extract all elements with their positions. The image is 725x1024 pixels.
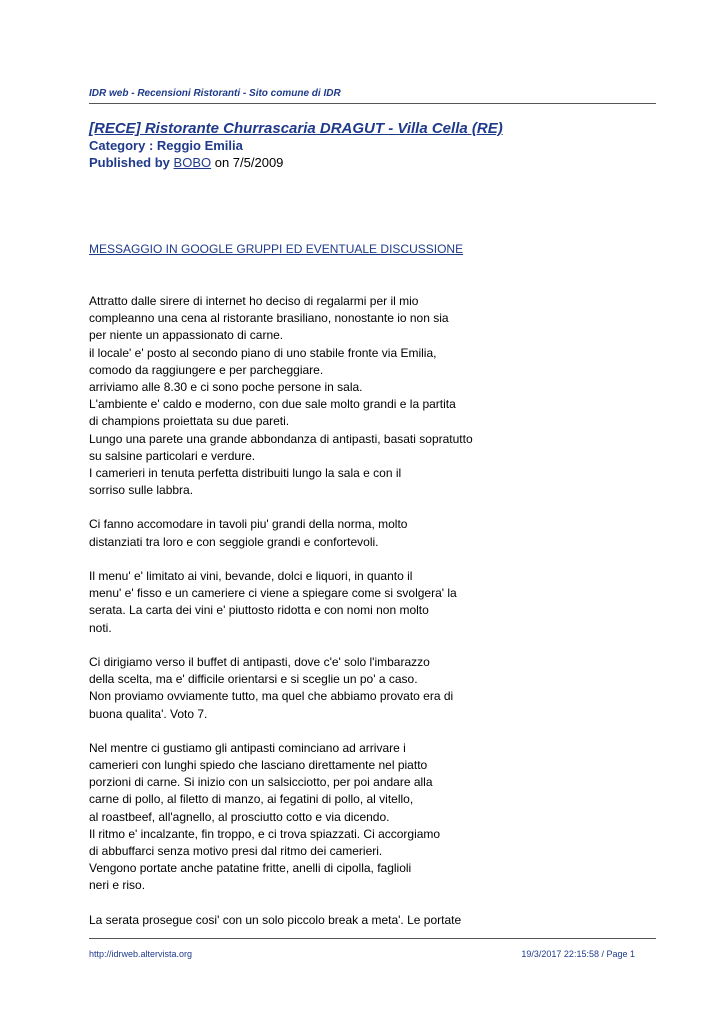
paragraph-gap: [89, 499, 649, 516]
paragraph-gap: [89, 895, 649, 912]
body-line: di abbuffarci senza motivo presi dal ritmo dei camerieri.: [89, 844, 383, 858]
body-line: il locale' e' posto al secondo piano di uno stabile fronte via Emilia,: [89, 345, 437, 360]
body-line: menu' e' fisso e un cameriere ci viene a spiegare come si svolgera' la: [89, 586, 457, 601]
published-date: on 7/5/2009: [214, 155, 284, 170]
published-line: [89, 155, 283, 170]
body-line: compleanno una cena al ristorante brasiliano, nonostante io non sia: [89, 311, 449, 326]
body-line: camerieri con lunghi spiedo che lasciano direttamente nel piatto: [89, 758, 428, 773]
body-line: comodo da raggiungere e per parcheggiare.: [89, 362, 324, 377]
body-line: L'ambiente e' caldo e moderno, con due sale molto grandi e la partita: [89, 397, 456, 412]
discussion-link[interactable]: MESSAGGIO IN GOOGLE GRUPPI ED EVENTUALE DISCUSSIONE: [89, 242, 464, 256]
body-line: della scelta, ma e' difficile orientarsi e si sceglie un po' a caso.: [89, 672, 418, 687]
header-divider: [89, 103, 656, 104]
body-line: porzioni di carne. Si inizio con un salsicciotto, per poi andare alla: [89, 775, 433, 790]
body-line: serata. La carta dei vini e' piuttosto ridotta e con nomi non molto: [89, 603, 429, 618]
author-link[interactable]: BOBO: [173, 155, 212, 170]
body-line: Il ritmo e' incalzante, fin troppo, e ci trova spiazzati. Ci accorgiamo: [89, 826, 441, 841]
body-line: I camerieri in tenuta perfetta distribuiti lungo la sala e con il: [89, 465, 402, 480]
body-line: arriviamo alle 8.30 e ci sono poche persone in sala.: [89, 379, 363, 394]
body-line: Ci dirigiamo verso il buffet di antipasti, dove c'e' solo l'imbarazzo: [89, 654, 430, 669]
body-line: distanziati tra loro e con seggiole grandi e confortevoli.: [89, 534, 379, 549]
footer-url[interactable]: http://idrweb.altervista.org: [89, 949, 193, 959]
footer-divider: [89, 938, 656, 939]
body-line: Attratto dalle sirere di internet ho deciso di regalarmi per il mio: [89, 294, 419, 308]
body-line: neri e riso.: [89, 878, 146, 893]
body-line: Nel mentre ci gustiamo gli antipasti cominciano ad arrivare i: [89, 740, 406, 755]
body-line: noti.: [89, 620, 112, 635]
paragraph-gap: [89, 723, 649, 740]
body-line: di champions proiettata su due pareti.: [89, 414, 290, 429]
body-line: al roastbeef, all'agnello, al prosciutto cotto e via dicendo.: [89, 809, 390, 824]
site-header: IDR web - Recensioni Ristoranti - Sito comune di IDR: [89, 88, 341, 99]
body-line: Vengono portate anche patatine fritte, anelli di cipolla, faglioli: [89, 861, 412, 876]
body-line: La serata prosegue cosi' con un solo piccolo break a meta'. Le portate: [89, 912, 462, 927]
body-line: carne di pollo, al filetto di manzo, ai fegatini di pollo, al vitello,: [89, 792, 414, 807]
article-category: Category : Reggio Emilia: [89, 138, 243, 153]
body-line: Lungo una parete una grande abbondanza di antipasti, basati sopratutto: [89, 431, 473, 446]
paragraph-gap: [89, 637, 649, 654]
body-line: Ci fanno accomodare in tavoli piu' grandi della norma, molto: [89, 517, 408, 532]
footer-date-page: 19/3/2017 22:15:58 / Page 1: [521, 949, 635, 959]
published-label: Published by: [89, 155, 170, 170]
body-line: Il menu' e' limitato ai vini, bevande, dolci e liquori, in quanto il: [89, 569, 413, 583]
body-line: per niente un appassionato di carne.: [89, 328, 284, 343]
body-line: buona qualita'. Voto 7.: [89, 706, 208, 721]
article-title[interactable]: [RECE] Ristorante Churrascaria DRAGUT - Villa Cella (RE): [89, 120, 503, 137]
body-line: Non proviamo ovviamente tutto, ma quel che abbiamo provato era di: [89, 689, 454, 704]
article-body: [89, 293, 649, 929]
body-line: sorriso sulle labbra.: [89, 483, 194, 498]
body-line: su salsine particolari e verdure.: [89, 448, 256, 463]
paragraph-gap: [89, 551, 649, 568]
